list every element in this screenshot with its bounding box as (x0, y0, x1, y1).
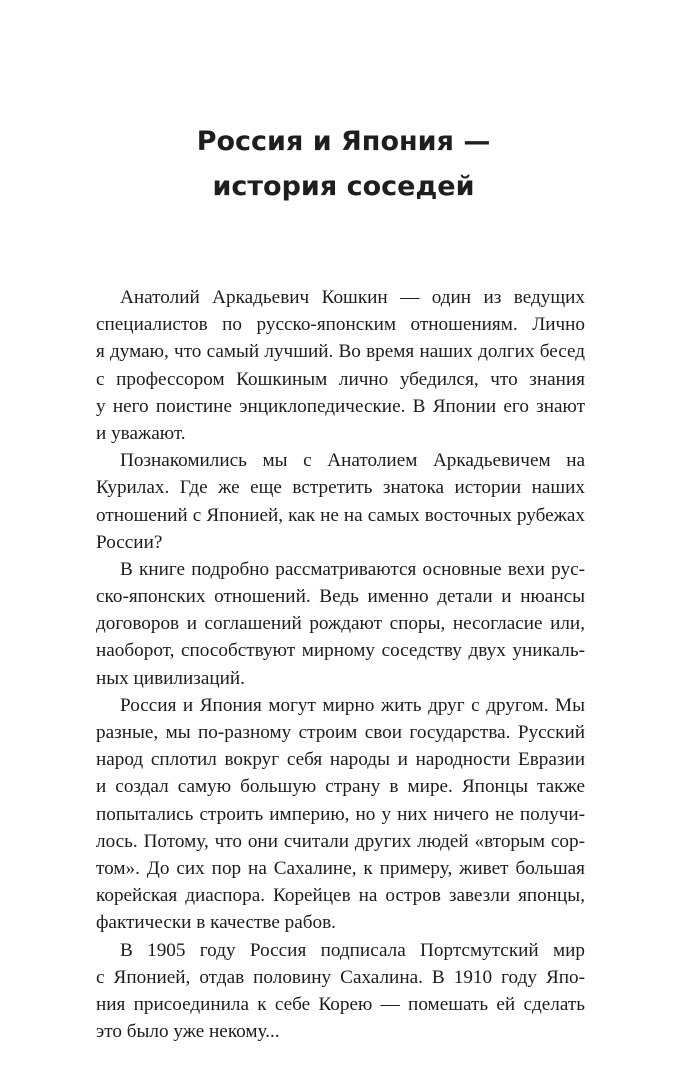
paragraph-4-line: разные, мы по-разному строим свои государства. Русский (96, 722, 585, 743)
paragraph-5-line: В 1905 году Россия подписала Портсмутский мир (120, 939, 585, 961)
paragraph-4-line: фактически в качестве рабов. (96, 912, 336, 934)
chapter-body (96, 284, 585, 1045)
paragraph-4-line: том». До сих пор на Сахалине, к примеру, живет большая (96, 857, 585, 879)
paragraph-4-line: попытались строить империю, но у них ничего не получи- (96, 803, 585, 825)
paragraph-3-line: договоров и соглашений рождают споры, несогласие или, (96, 613, 585, 635)
paragraph-2-line: России? (96, 531, 163, 553)
paragraph-3-line: В книге подробно рассматриваются основные вехи рус- (120, 558, 585, 580)
paragraph-2-line: отношений с Японией, как не на самых восточных рубежах (96, 504, 585, 526)
paragraph-2-line: Курилах. Где же еще встретить знатока истории наших (96, 477, 585, 499)
paragraph-5-line: это было уже некому... (96, 1021, 280, 1043)
paragraph-4-line: корейская диаспора. Корейцев на остров завезли японцы, (96, 885, 585, 907)
paragraph-4-line: народ сплотил вокруг себя народы и народности Евразии (96, 749, 585, 771)
paragraph-4-line: лось. Потому, что они считали других людей «вторым сор- (96, 830, 585, 852)
paragraph-5-line: с Японией, отдав половину Сахалина. В 1910 году Япо- (96, 966, 585, 988)
paragraph-1-line: специалистов по русско-японским отношениям. Лично (96, 314, 585, 336)
paragraph-3-line: ных цивилизаций. (96, 667, 245, 689)
paragraph-2-line: Познакомились мы с Анатолием Аркадьевичем на (120, 450, 585, 472)
paragraph-3-line: наоборот, способствуют мирному соседству двух уникаль- (96, 640, 585, 662)
paragraph-1-line: с профессором Кошкиным лично убедился, что знания (96, 368, 585, 390)
paragraph-1-line: Анатолий Аркадьевич Кошкин — один из ведущих (120, 287, 585, 308)
paragraph-4-line: Россия и Япония могут мирно жить друг с другом. Мы (120, 694, 585, 716)
paragraph-4-line: и создал самую большую страну в мире. Японцы также (96, 776, 585, 798)
paragraph-1-line: у него поистине энциклопедические. В Японии его знают (96, 395, 585, 417)
paragraph-5-line: ния присоединила к себе Корею — помешать ей сделать (96, 993, 585, 1015)
paragraph-3-line: ско-японских отношений. Ведь именно детали и нюансы (96, 586, 585, 608)
paragraph-1-line: я думаю, что самый лучший. Во время наших долгих бесед (96, 341, 585, 363)
chapter-title-line-1: Россия и Япония — (196, 126, 491, 157)
chapter-title-line-2: история соседей (212, 171, 475, 202)
paragraph-1-line: и уважают. (96, 422, 186, 444)
